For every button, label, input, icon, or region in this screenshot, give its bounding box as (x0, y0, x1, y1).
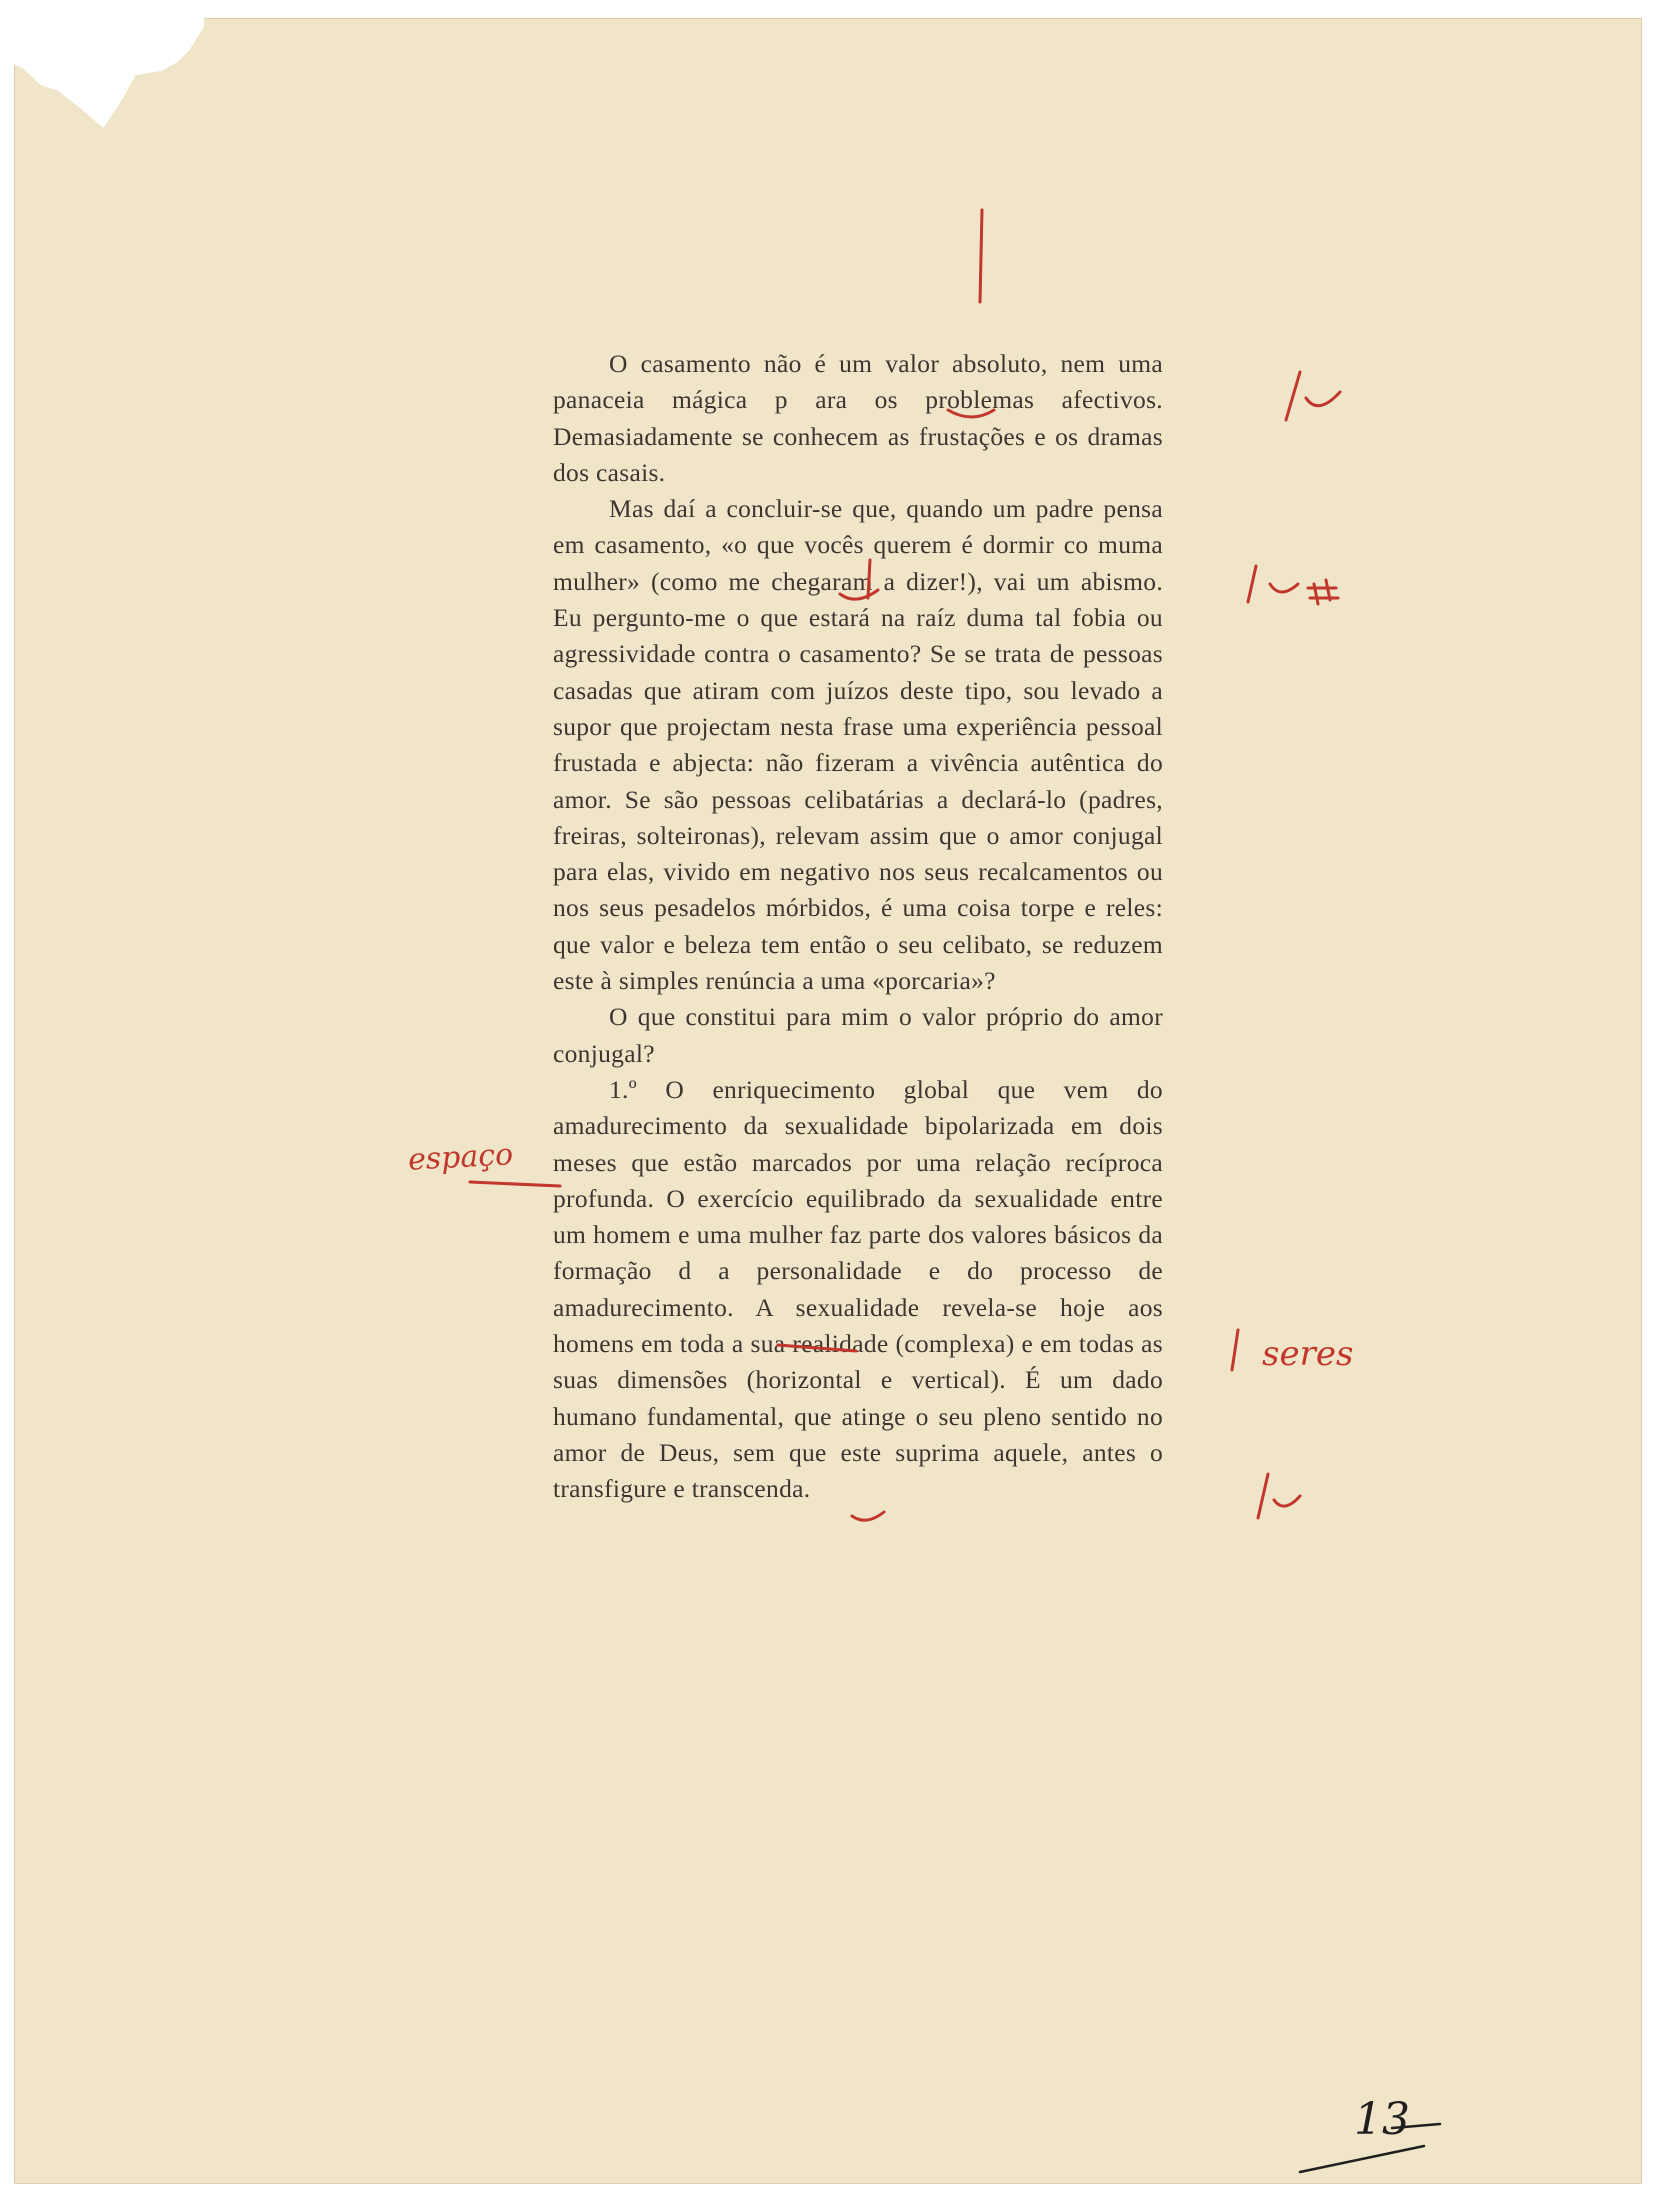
paragraph-3: O que constitui para mim o valor próprio do amor conjugal? (553, 1002, 1163, 1068)
margin-note-seres: seres (1262, 1334, 1354, 1374)
page-number: 13 (1354, 2094, 1410, 2145)
paragraph-4: 1.º O enriquecimento global que vem do amadurecimento da sexualidade bipolarizada em dois meses que estão marcados por uma relação recíproca profunda. O exercício equilibrado da sexualidade entre um homem e uma mulher faz parte dos valores básicos da formação d a personalidade e do processo de amadurecimento. A sexualidade revela-se hoje aos homens em toda a sua realidade (complexa) e em todas as suas dimensões (horizontal e vertical). É um dado humano fundamental, que atinge o seu pleno sentido no amor de Deus, sem que este suprima aquele, antes o transfigure e transcenda. (553, 1074, 1163, 1504)
paragraph-2: Mas daí a concluir-se que, quando um padre pensa em casamento, «o que vocês querem é dormir co muma mulher» (como me chegaram a dizer!), vai um abismo. Eu pergunto-me o que estará na raíz duma tal fobia ou agressividade contra o casamento? Se se trata de pessoas casadas que atiram com juízos deste tipo, sou levado a supor que projectam nesta frase uma experiência pessoal frustada e abjecta: não fizeram a vivência autêntica do amor. Se são pessoas celibatárias a declará-lo (padres, freiras, solteironas), relevam assim que o amor conjugal para elas, vivido em negativo nos seus recalcamentos ou nos seus pesadelos mórbidos, é uma coisa torpe e reles: que valor e beleza tem então o seu celibato, se reduzem este à simples renúncia a uma «porcaria»? (553, 494, 1163, 996)
paragraph-1: O casamento não é um valor absoluto, nem uma panaceia mágica p ara os problemas afectivos. Demasiadamente se conhecem as frustações e os dramas dos casais. (553, 349, 1163, 487)
margin-note-espaco: espaço (407, 1137, 514, 1178)
body-text (553, 346, 1163, 1508)
